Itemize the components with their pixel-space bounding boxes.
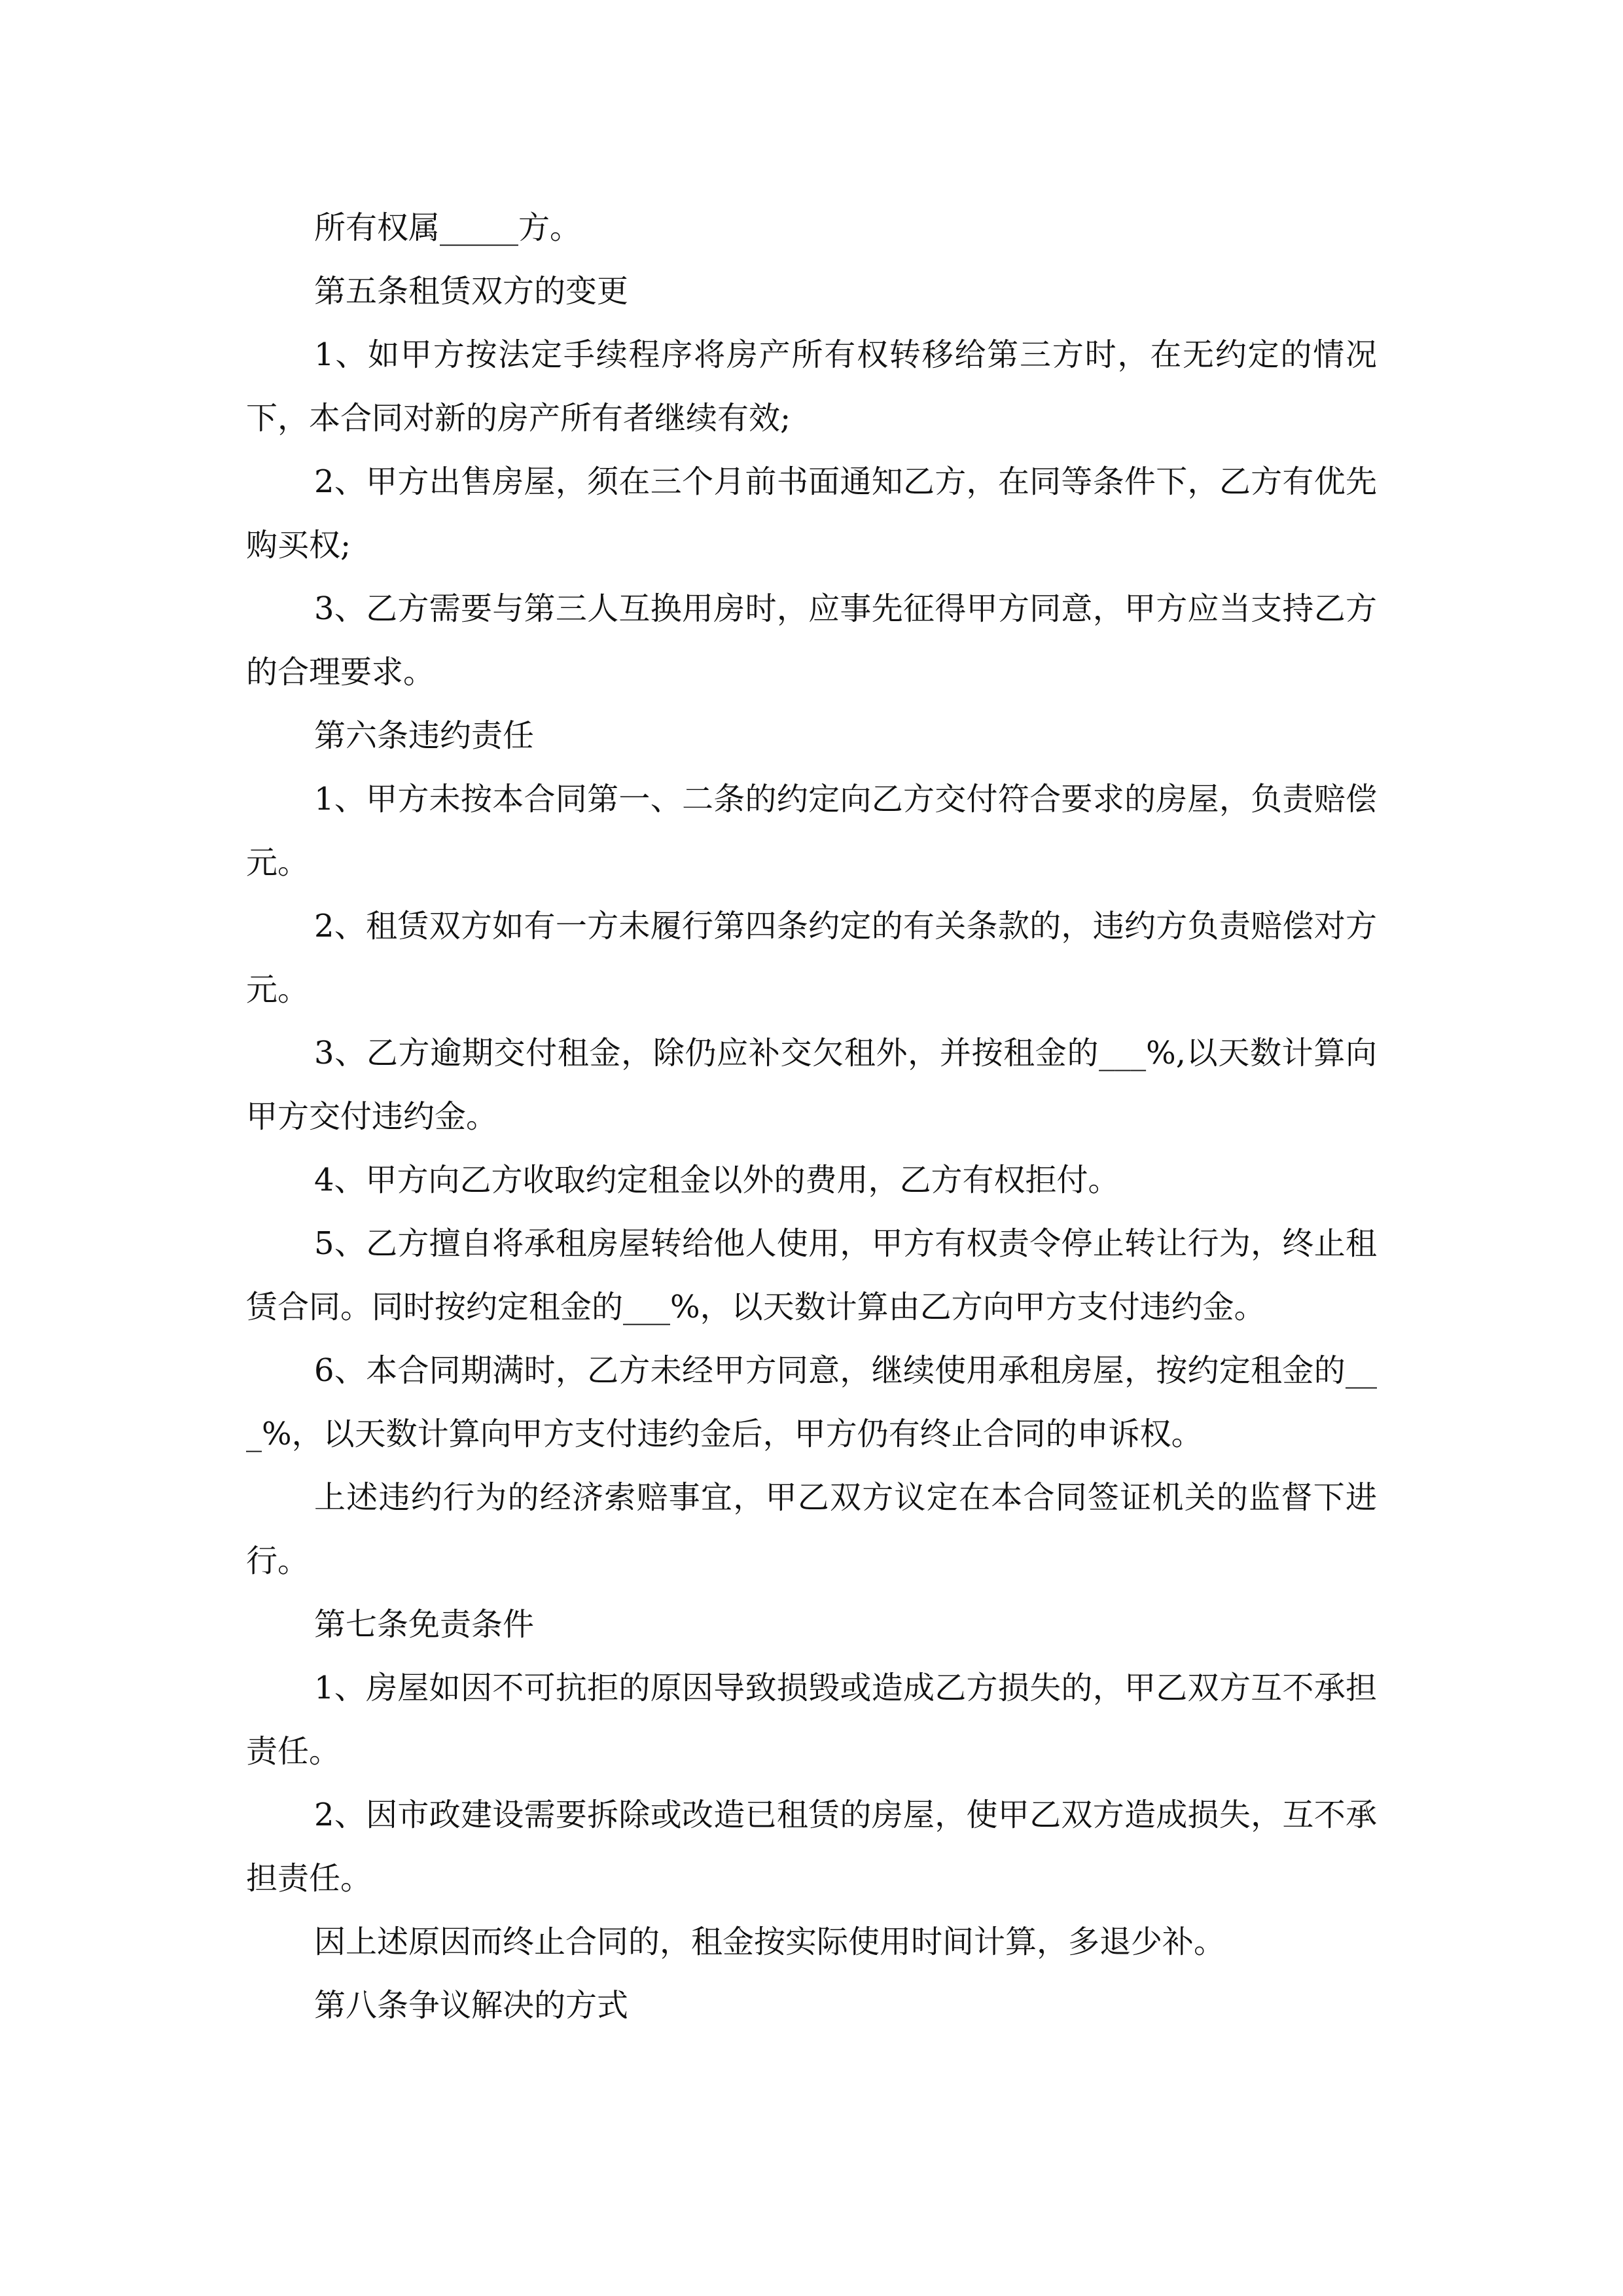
paragraph-article-7-item-1: 1、房屋如因不可抗拒的原因导致损毁或造成乙方损失的，甲乙双方互不承担责任。 <box>246 1670 1377 1770</box>
paragraph-article-6-item-4: 4、甲方向乙方收取约定租金以外的费用，乙方有权拒付。 <box>314 1162 1120 1198</box>
paragraph-article-7-summary: 因上述原因而终止合同的，租金按实际使用时间计算，多退少补。 <box>314 1924 1226 1960</box>
paragraph-article-6-item-6: 6、本合同期满时，乙方未经甲方同意，继续使用承租房屋，按约定租金的___%，以天数计算向甲方支付违约金后，甲方仍有终止合同的申诉权。 <box>246 1352 1377 1452</box>
heading-article-7: 第七条免责条件 <box>314 1606 535 1643</box>
paragraph-article-6-item-2: 2、租赁双方如有一方未履行第四条约定的有关条款的，违约方负责赔偿对方元。 <box>246 908 1377 1008</box>
paragraph-article-7-item-2: 2、因市政建设需要拆除或改造已租赁的房屋，使甲乙双方造成损失，互不承担责任。 <box>246 1797 1377 1897</box>
paragraph-article-5-item-2: 2、甲方出售房屋，须在三个月前书面通知乙方，在同等条件下，乙方有优先购买权; <box>246 463 1377 564</box>
heading-article-6: 第六条违约责任 <box>314 717 535 754</box>
paragraph-article-6-item-1: 1、甲方未按本合同第一、二条的约定向乙方交付符合要求的房屋，负责赔偿元。 <box>246 781 1377 881</box>
paragraph-ownership: 所有权属_____方。 <box>314 209 582 246</box>
paragraph-article-5-item-1: 1、如甲方按法定手续程序将房产所有权转移给第三方时，在无约定的情况下，本合同对新的房产所有者继续有效; <box>246 336 1377 437</box>
heading-article-8: 第八条争议解决的方式 <box>314 1987 629 2024</box>
heading-article-5: 第五条租赁双方的变更 <box>314 273 629 310</box>
paragraph-article-6-item-5: 5、乙方擅自将承租房屋转给他人使用，甲方有权责令停止转让行为，终止租赁合同。同时按约定租金的___%，以天数计算由乙方向甲方支付违约金。 <box>246 1225 1377 1325</box>
paragraph-article-6-summary: 上述违约行为的经济索赔事宜，甲乙双方议定在本合同签证机关的监督下进行。 <box>246 1479 1377 1579</box>
paragraph-article-5-item-3: 3、乙方需要与第三人互换用房时，应事先征得甲方同意，甲方应当支持乙方的合理要求。 <box>246 590 1377 691</box>
paragraph-article-6-item-3: 3、乙方逾期交付租金，除仍应补交欠租外，并按租金的___%,以天数计算向甲方交付违约金。 <box>246 1035 1377 1135</box>
document-body <box>246 196 1377 2037</box>
